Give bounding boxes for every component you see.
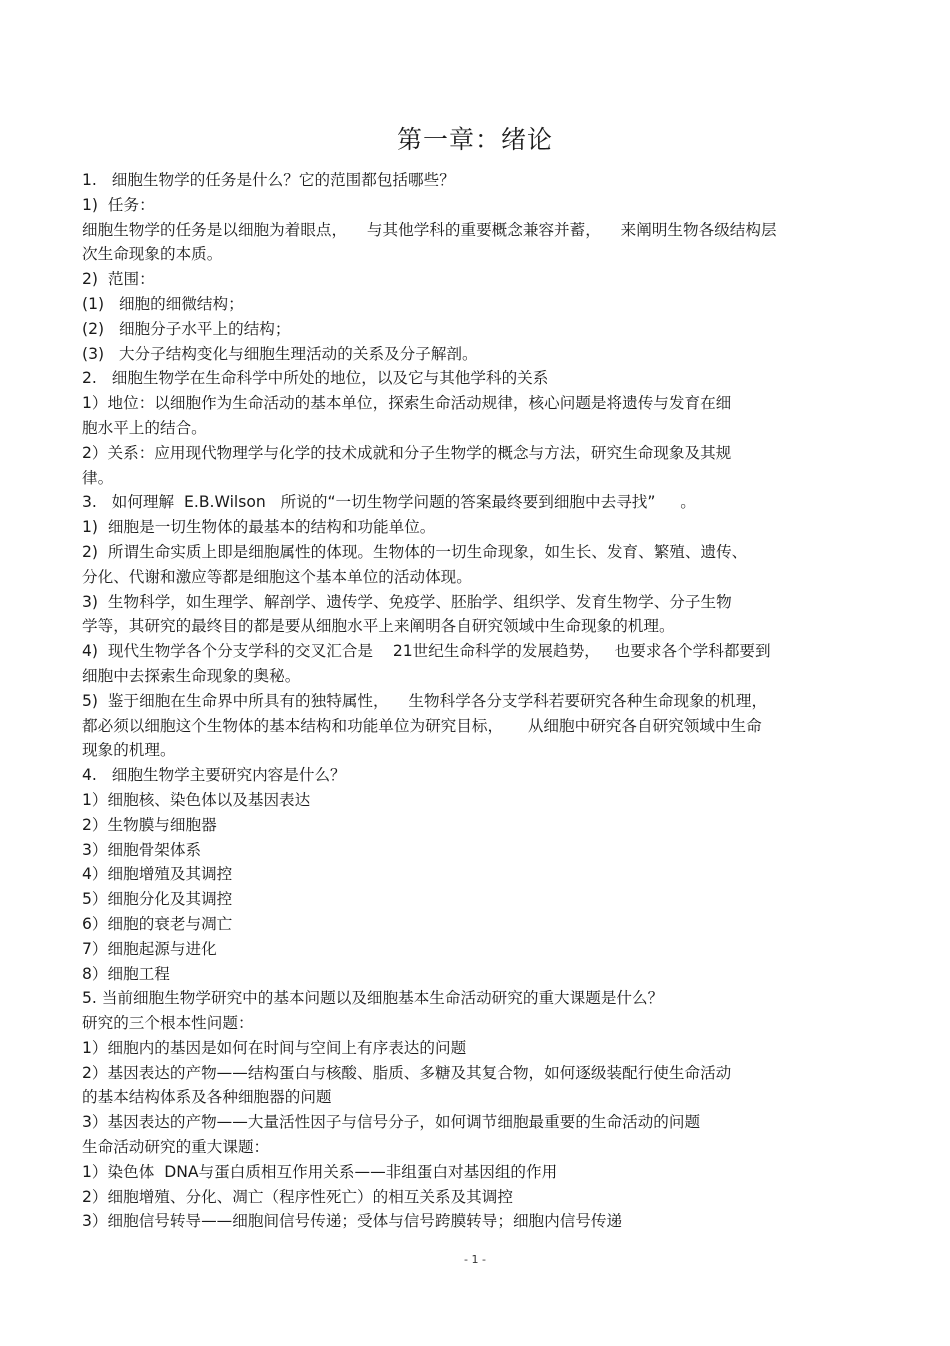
text-line: 4. 细胞生物学主要研究内容是什么？ [82, 766, 346, 785]
text-line: 7）细胞起源与进化 [82, 939, 217, 958]
text-line: (3) 大分子结构变化与细胞生理活动的关系及分子解剖。 [82, 344, 478, 363]
text-line: 律。 [82, 468, 114, 487]
text-line: 8）细胞工程 [82, 964, 170, 983]
text-line: 生命活动研究的重大课题： [82, 1138, 270, 1157]
text-line: 4）细胞增殖及其调控 [82, 865, 233, 884]
text-line: 3. 如何理解 E.B.Wilson 所说的“一切生物学问题的答案最终要到细胞中去寻找” 。 [82, 493, 696, 512]
text-line: 6）细胞的衰老与凋亡 [82, 914, 233, 933]
text-line: (2) 细胞分子水平上的结构； [82, 319, 291, 338]
text-line: 2) 范围： [82, 270, 155, 289]
text-line: 研究的三个根本性问题： [82, 1014, 254, 1033]
text-line: 胞水平上的结合。 [82, 418, 207, 437]
text-line: 的基本结构体系及各种细胞器的问题 [82, 1088, 332, 1107]
text-line: 现象的机理。 [82, 741, 176, 760]
text-line: 分化、代谢和激应等都是细胞这个基本单位的活动体现。 [82, 567, 472, 586]
text-line: 1）细胞核、染色体以及基因表达 [82, 790, 311, 809]
text-line: 1）地位：以细胞作为生命活动的基本单位，探索生命活动规律，核心问题是将遗传与发育在细 [82, 394, 732, 413]
text-line: 3）基因表达的产物——大量活性因子与信号分子，如何调节细胞最重要的生命活动的问题 [82, 1113, 701, 1132]
text-line: 3）细胞骨架体系 [82, 840, 202, 859]
text-line: 1) 任务： [82, 195, 155, 214]
text-line: 3) 生物科学，如生理学、解剖学、遗传学、免疫学、胚胎学、组织学、发育生物学、分子生物 [82, 592, 732, 611]
text-line: 细胞中去探索生命现象的奥秘。 [82, 666, 301, 685]
text-line: 2）基因表达的产物——结构蛋白与核酸、脂质、多糖及其复合物，如何逐级装配行使生命活动 [82, 1063, 732, 1082]
text-line: 5）细胞分化及其调控 [82, 890, 233, 909]
text-line: 5) 鉴于细胞在生命界中所具有的独特属性， 生物科学各分支学科若要研究各种生命现象的机理， [82, 691, 768, 710]
text-line: 次生命现象的本质。 [82, 245, 223, 264]
text-line: 学等，其研究的最终目的都是要从细胞水平上来阐明各自研究领域中生命现象的机理。 [82, 617, 675, 636]
text-line: 都必须以细胞这个生物体的基本结构和功能单位为研究目标， 从细胞中研究各自研究领域中生命 [82, 716, 762, 735]
text-line: 1）细胞内的基因是如何在时间与空间上有序表达的问题 [82, 1038, 467, 1057]
text-line: 2. 细胞生物学在生命科学中所处的地位，以及它与其他学科的关系 [82, 369, 549, 388]
text-line: 1. 细胞生物学的任务是什么？它的范围都包括哪些？ [82, 171, 455, 189]
text-line: (1) 细胞的细微结构； [82, 294, 244, 313]
text-line: 4) 现代生物学各个分支学科的交叉汇合是 21世纪生命科学的发展趋势， 也要求各个学科都要到 [82, 642, 771, 661]
text-line: 1) 细胞是一切生物体的最基本的结构和功能单位。 [82, 518, 436, 537]
text-line: 2）生物膜与细胞器 [82, 815, 217, 834]
text-line: 5. 当前细胞生物学研究中的基本问题以及细胞基本生命活动研究的重大课题是什么？ [82, 989, 664, 1008]
text-line: 细胞生物学的任务是以细胞为着眼点， 与其他学科的重要概念兼容并蓄， 来阐明生物各级结构层 [82, 220, 777, 239]
document-body [82, 168, 882, 1234]
text-line: 2）关系：应用现代物理学与化学的技术成就和分子生物学的概念与方法，研究生命现象及其规 [82, 443, 732, 462]
text-line: 2）细胞增殖、分化、凋亡（程序性死亡）的相互关系及其调控 [82, 1187, 513, 1206]
chapter-title: 第一章：绪论 [396, 125, 553, 154]
text-line: 1）染色体 DNA与蛋白质相互作用关系——非组蛋白对基因组的作用 [82, 1162, 558, 1181]
text-line: 2) 所谓生命实质上即是细胞属性的体现。生物体的一切生命现象，如生长、发育、繁殖、遗传、 [82, 542, 748, 561]
text-line: 3）细胞信号转导——细胞间信号传递；受体与信号跨膜转导；细胞内信号传递 [82, 1212, 623, 1231]
page-number: - 1 - [464, 1253, 486, 1266]
